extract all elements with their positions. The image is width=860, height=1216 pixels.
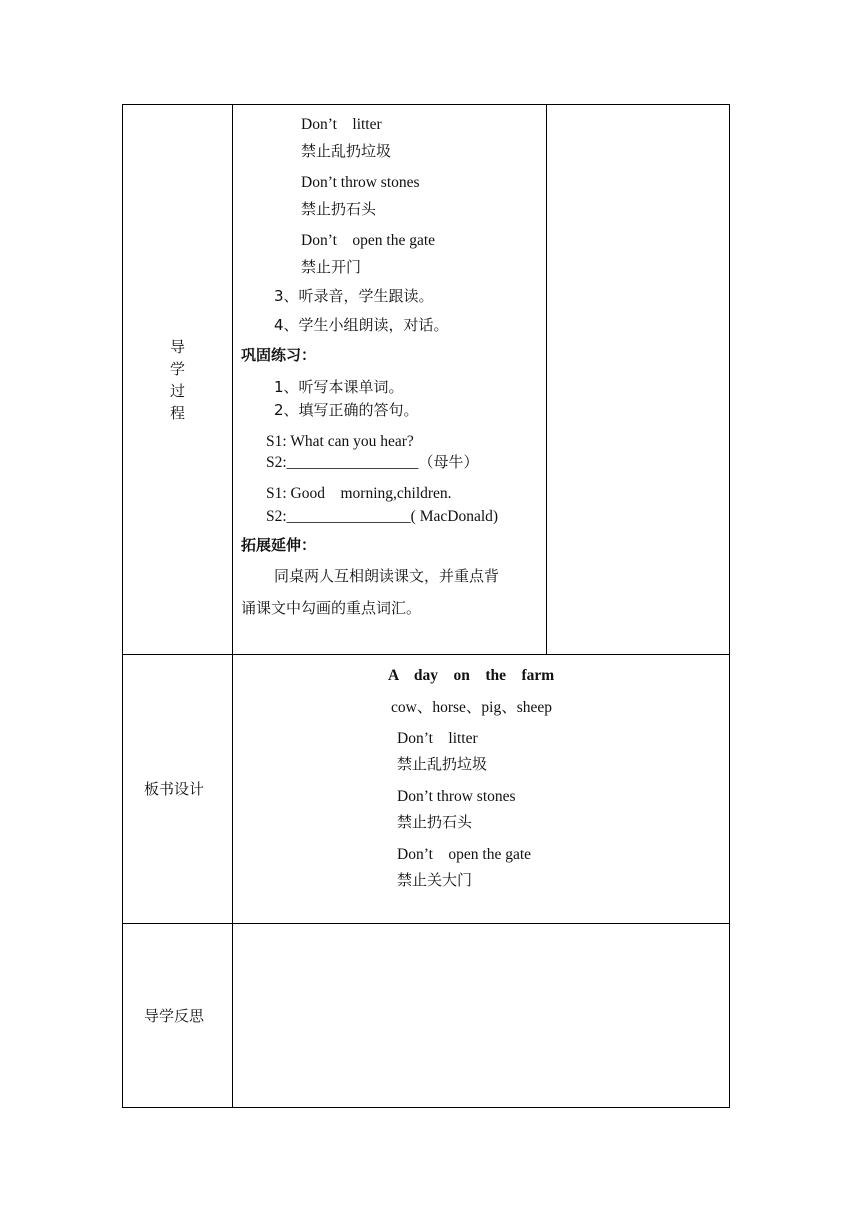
table-border-right: [729, 104, 730, 1108]
dialog1-s2-hint: （母牛）: [418, 453, 479, 471]
consolidate-item-2: 2、填写正确的答句。: [274, 401, 419, 419]
dialog1-s2-blank: S2:_________________: [266, 454, 419, 471]
consolidate-heading: 巩固练习：: [241, 346, 317, 364]
dialog2-s2: S2:________________( MacDonald): [266, 508, 499, 525]
board-label: 板书设计: [144, 780, 205, 798]
process-line-1: Don’t litter: [301, 116, 382, 133]
board-line-6: 禁止关大门: [397, 871, 473, 889]
dialog1-s1: S1: What can you hear?: [266, 433, 414, 450]
process-line-3: Don’t throw stones: [301, 174, 420, 191]
dialog1-s2: [266, 455, 478, 471]
table-border-top: [122, 104, 730, 105]
extension-line-2: 诵课文中勾画的重点词汇。: [241, 599, 422, 617]
table-border-left: [122, 104, 123, 1108]
process-line-6: 禁止开门: [301, 258, 362, 276]
process-step-4: 4、学生小组朗读，对话。: [274, 316, 449, 334]
process-line-2: 禁止乱扔垃圾: [301, 142, 392, 160]
row-divider-2: [122, 923, 730, 924]
process-label-char-3: 过: [170, 382, 186, 400]
process-line-4: 禁止扔石头: [301, 200, 377, 218]
process-label-char-4: 程: [170, 404, 186, 422]
board-line-3: Don’t throw stones: [397, 788, 516, 805]
process-label-char-2: 学: [170, 360, 186, 378]
column-divider: [232, 104, 233, 1108]
notes-column-divider: [546, 104, 547, 655]
process-label-char-1: 导: [170, 338, 186, 356]
dialog2-s1: S1: Good morning,children.: [266, 485, 452, 502]
extension-heading: 拓展延伸：: [241, 536, 317, 554]
process-line-5: Don’t open the gate: [301, 232, 436, 249]
board-words: cow、horse、pig、sheep: [391, 699, 552, 716]
board-title: A day on the farm: [388, 667, 555, 684]
extension-line-1: 同桌两人互相朗读课文，并重点背: [274, 567, 500, 585]
consolidate-item-1: 1、听写本课单词。: [274, 378, 404, 396]
reflection-label: 导学反思: [144, 1007, 205, 1025]
board-line-1: Don’t litter: [397, 730, 478, 747]
process-step-3: 3、听录音，学生跟读。: [274, 287, 434, 305]
table-border-bottom: [122, 1107, 730, 1108]
board-line-2: 禁止乱扔垃圾: [397, 755, 488, 773]
board-line-4: 禁止扔石头: [397, 813, 473, 831]
board-line-5: Don’t open the gate: [397, 846, 532, 863]
row-divider-1: [122, 654, 730, 655]
